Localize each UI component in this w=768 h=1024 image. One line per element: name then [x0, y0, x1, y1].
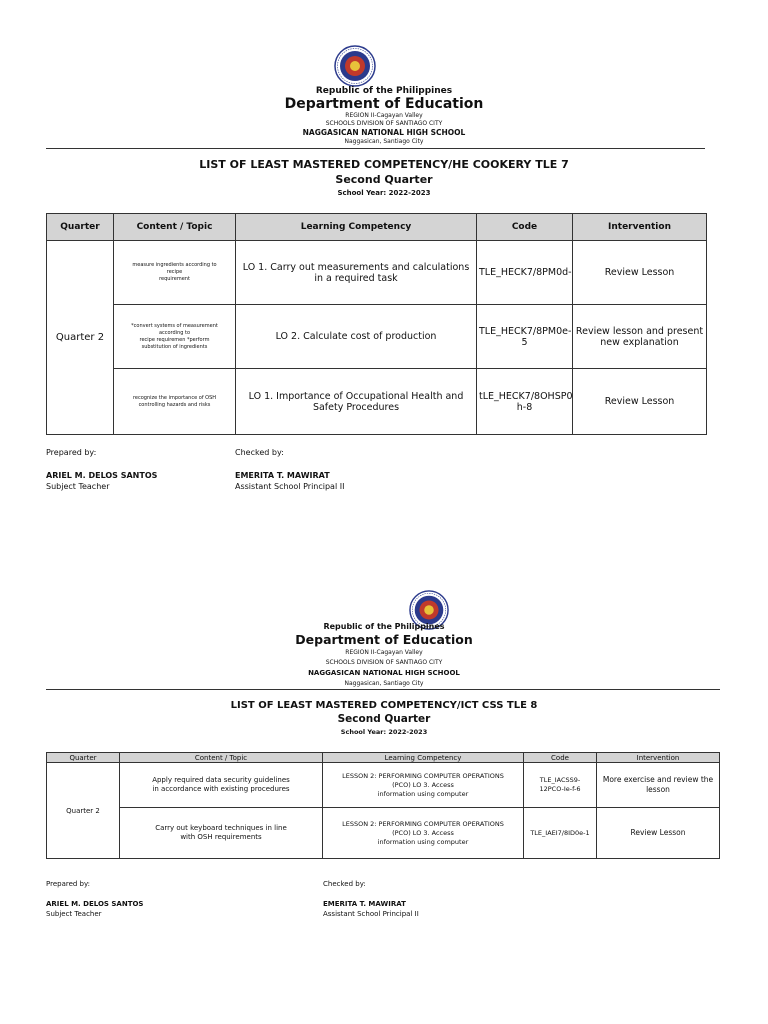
- competency-cell: LO 1. Importance of Occupational Health and Safety Procedures: [236, 369, 477, 435]
- table-header-row: [47, 753, 720, 763]
- checked-by-name: EMERITA T. MAWIRAT: [235, 471, 330, 480]
- header-divider: [46, 689, 720, 690]
- competency-cell: LESSON 2: PERFORMING COMPUTER OPERATIONS (PCO) LO 3. Access information using computer: [323, 808, 524, 859]
- school-address: Naggasican, Santiago City: [344, 138, 424, 145]
- intervention-cell: Review Lesson: [573, 369, 707, 435]
- column-header: Intervention: [573, 214, 707, 241]
- competency-cell: LO 2. Calculate cost of production: [236, 305, 477, 369]
- table-header-row: [47, 214, 707, 241]
- topic-cell: measure ingredients according to recipe requirement: [114, 241, 236, 305]
- quarter-heading: Second Quarter: [335, 173, 433, 186]
- deped-seal-icon: [334, 45, 376, 87]
- intervention-cell: Review lesson and present new explanation: [573, 305, 707, 369]
- column-header: Code: [477, 214, 573, 241]
- school-year: School Year: 2022-2023: [340, 728, 428, 736]
- competency-cell: LO 1. Carry out measurements and calculations in a required task: [236, 241, 477, 305]
- checked-by-name: EMERITA T. MAWIRAT: [323, 900, 406, 908]
- school-address: Naggasican, Santiago City: [344, 680, 424, 687]
- school-name: NAGGASICAN NATIONAL HIGH SCHOOL: [302, 128, 466, 137]
- quarter-cell: Quarter 2: [47, 241, 114, 435]
- code-cell: TLE_HECK7/8PM0d-: [477, 241, 573, 305]
- topic-cell: *convert systems of measurement according to recipe requiremen *perform substitution of ingredients: [114, 305, 236, 369]
- prepared-by-label: Prepared by:: [46, 880, 90, 888]
- code-cell: TLE_HECK7/8PM0e- 5: [477, 305, 573, 369]
- document-title: LIST OF LEAST MASTERED COMPETENCY/HE COOKERY TLE 7: [199, 158, 569, 171]
- table-row: [47, 369, 707, 435]
- table-row: [47, 241, 707, 305]
- column-header: Intervention: [597, 753, 720, 763]
- code-cell: TLE_IACSS9- 12PCO-Ie-f-6: [524, 763, 597, 808]
- prepared-by-role: Subject Teacher: [46, 482, 110, 491]
- column-header: Quarter: [47, 753, 120, 763]
- competency-table: [46, 213, 707, 435]
- checked-by-label: Checked by:: [235, 448, 284, 457]
- department-title: Department of Education: [295, 632, 473, 647]
- table-row: [47, 763, 720, 808]
- column-header: Learning Competency: [236, 214, 477, 241]
- prepared-by-name: ARIEL M. DELOS SANTOS: [46, 471, 158, 480]
- intervention-cell: More exercise and review the lesson: [597, 763, 720, 808]
- column-header: Learning Competency: [323, 753, 524, 763]
- school-year: School Year: 2022-2023: [337, 189, 431, 197]
- republic-label: Republic of the Philippines: [315, 86, 453, 96]
- school-name: NAGGASICAN NATIONAL HIGH SCHOOL: [308, 669, 460, 677]
- intervention-cell: Review Lesson: [573, 241, 707, 305]
- topic-cell: recognize the importance of OSH controlling hazards and risks: [114, 369, 236, 435]
- column-header: Quarter: [47, 214, 114, 241]
- prepared-by-label: Prepared by:: [46, 448, 97, 457]
- checked-by-role: Assistant School Principal II: [323, 910, 419, 918]
- region-label: REGION II-Cagayan Valley: [345, 649, 423, 656]
- competency-table: [46, 752, 720, 859]
- quarter-heading: Second Quarter: [337, 713, 431, 725]
- table-row: [47, 305, 707, 369]
- code-cell: tLE_HECK7/8OHSP0 h-8: [477, 369, 573, 435]
- department-title: Department of Education: [284, 96, 484, 112]
- column-header: Code: [524, 753, 597, 763]
- division-label: SCHOOLS DIVISION OF SANTIAGO CITY: [325, 659, 443, 666]
- competency-cell: LESSON 2: PERFORMING COMPUTER OPERATIONS (PCO) LO 3. Access information using computer: [323, 763, 524, 808]
- topic-cell: Carry out keyboard techniques in line with OSH requirements: [120, 808, 323, 859]
- quarter-cell: Quarter 2: [47, 763, 120, 859]
- prepared-by-role: Subject Teacher: [46, 910, 102, 918]
- table-row: [47, 808, 720, 859]
- topic-cell: Apply required data security guidelines in accordance with existing procedures: [120, 763, 323, 808]
- region-label: REGION II-Cagayan Valley: [345, 112, 423, 119]
- header-divider: [46, 148, 705, 149]
- document-title: LIST OF LEAST MASTERED COMPETENCY/ICT CSS TLE 8: [230, 700, 538, 711]
- column-header: Content / Topic: [114, 214, 236, 241]
- checked-by-role: Assistant School Principal II: [235, 482, 345, 491]
- checked-by-label: Checked by:: [323, 880, 366, 888]
- intervention-cell: Review Lesson: [597, 808, 720, 859]
- republic-label: Republic of the Philippines: [323, 622, 445, 631]
- column-header: Content / Topic: [120, 753, 323, 763]
- code-cell: TLE_IAEI7/8ID0e-1: [524, 808, 597, 859]
- prepared-by-name: ARIEL M. DELOS SANTOS: [46, 900, 144, 908]
- division-label: SCHOOLS DIVISION OF SANTIAGO CITY: [325, 120, 443, 127]
